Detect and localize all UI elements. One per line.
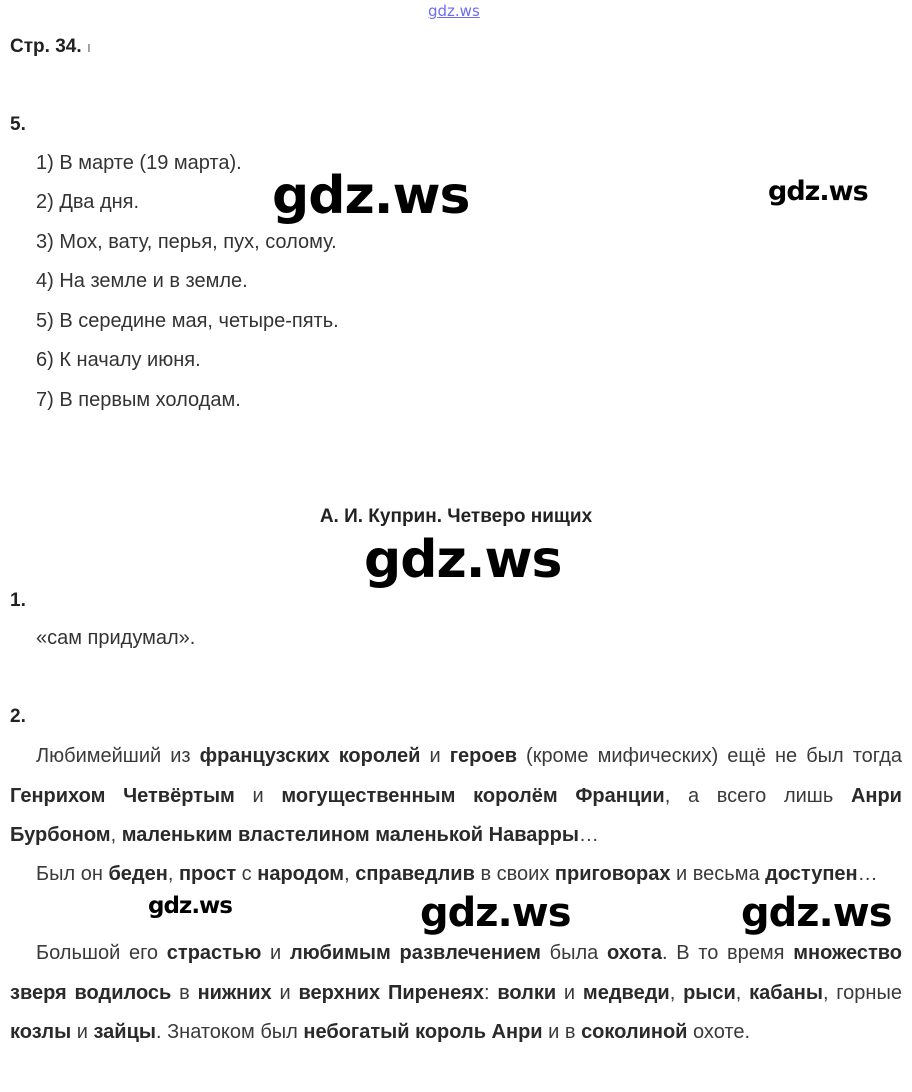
answer-item: 1) В марте (19 марта). xyxy=(36,152,242,174)
watermark: gdz.ws xyxy=(741,890,892,936)
page-reference xyxy=(10,36,91,58)
page-reference-tail: ı xyxy=(86,39,92,56)
watermark: gdz.ws xyxy=(148,893,232,919)
watermark: gdz.ws xyxy=(420,890,571,936)
answer-item: 6) К началу июня. xyxy=(36,349,201,371)
answer-paragraph: Большой его страстью и любимым развлечением была охота. В то время множество зверя водилось в нижних и верхних Пиренеях: волки и медведи, рыси, кабаны, горные козлы и зайцы. Знатоком был небогатый король Анри и в соколиной охоте. xyxy=(10,942,902,1043)
answer-item: 2) Два дня. xyxy=(36,191,140,213)
answer-paragraph: Любимейший из французских королей и героев (кроме мифических) ещё не был тогда Генрихом Четвёртым и могущественным королём Франции, а всего лишь Анри Бурбоном, маленьким властелином маленькой Наварры… xyxy=(10,745,902,846)
answer-item: 7) В первым холодам. xyxy=(36,389,241,411)
watermark: gdz.ws xyxy=(272,166,470,226)
watermark: gdz.ws xyxy=(768,176,868,207)
question-number-5: 5. xyxy=(10,114,26,135)
question-number-2: 2. xyxy=(10,706,26,727)
page-reference-label: Стр. 34. xyxy=(10,36,82,57)
top-watermark-link[interactable]: gdz.ws xyxy=(428,2,480,20)
answer-text: «сам придумал». xyxy=(36,627,196,649)
section-title: А. И. Куприн. Четверо нищих xyxy=(319,506,593,527)
answer-paragraph: Был он беден, прост с народом, справедлив в своих приговорах и весьма доступен… xyxy=(36,863,878,885)
watermark: gdz.ws xyxy=(364,530,562,590)
question-number-1: 1. xyxy=(10,590,26,611)
answer-item: 3) Мох, вату, перья, пух, солому. xyxy=(36,231,337,253)
answer-item: 4) На земле и в земле. xyxy=(36,270,248,292)
answer-item: 5) В середине мая, четыре-пять. xyxy=(36,310,339,332)
